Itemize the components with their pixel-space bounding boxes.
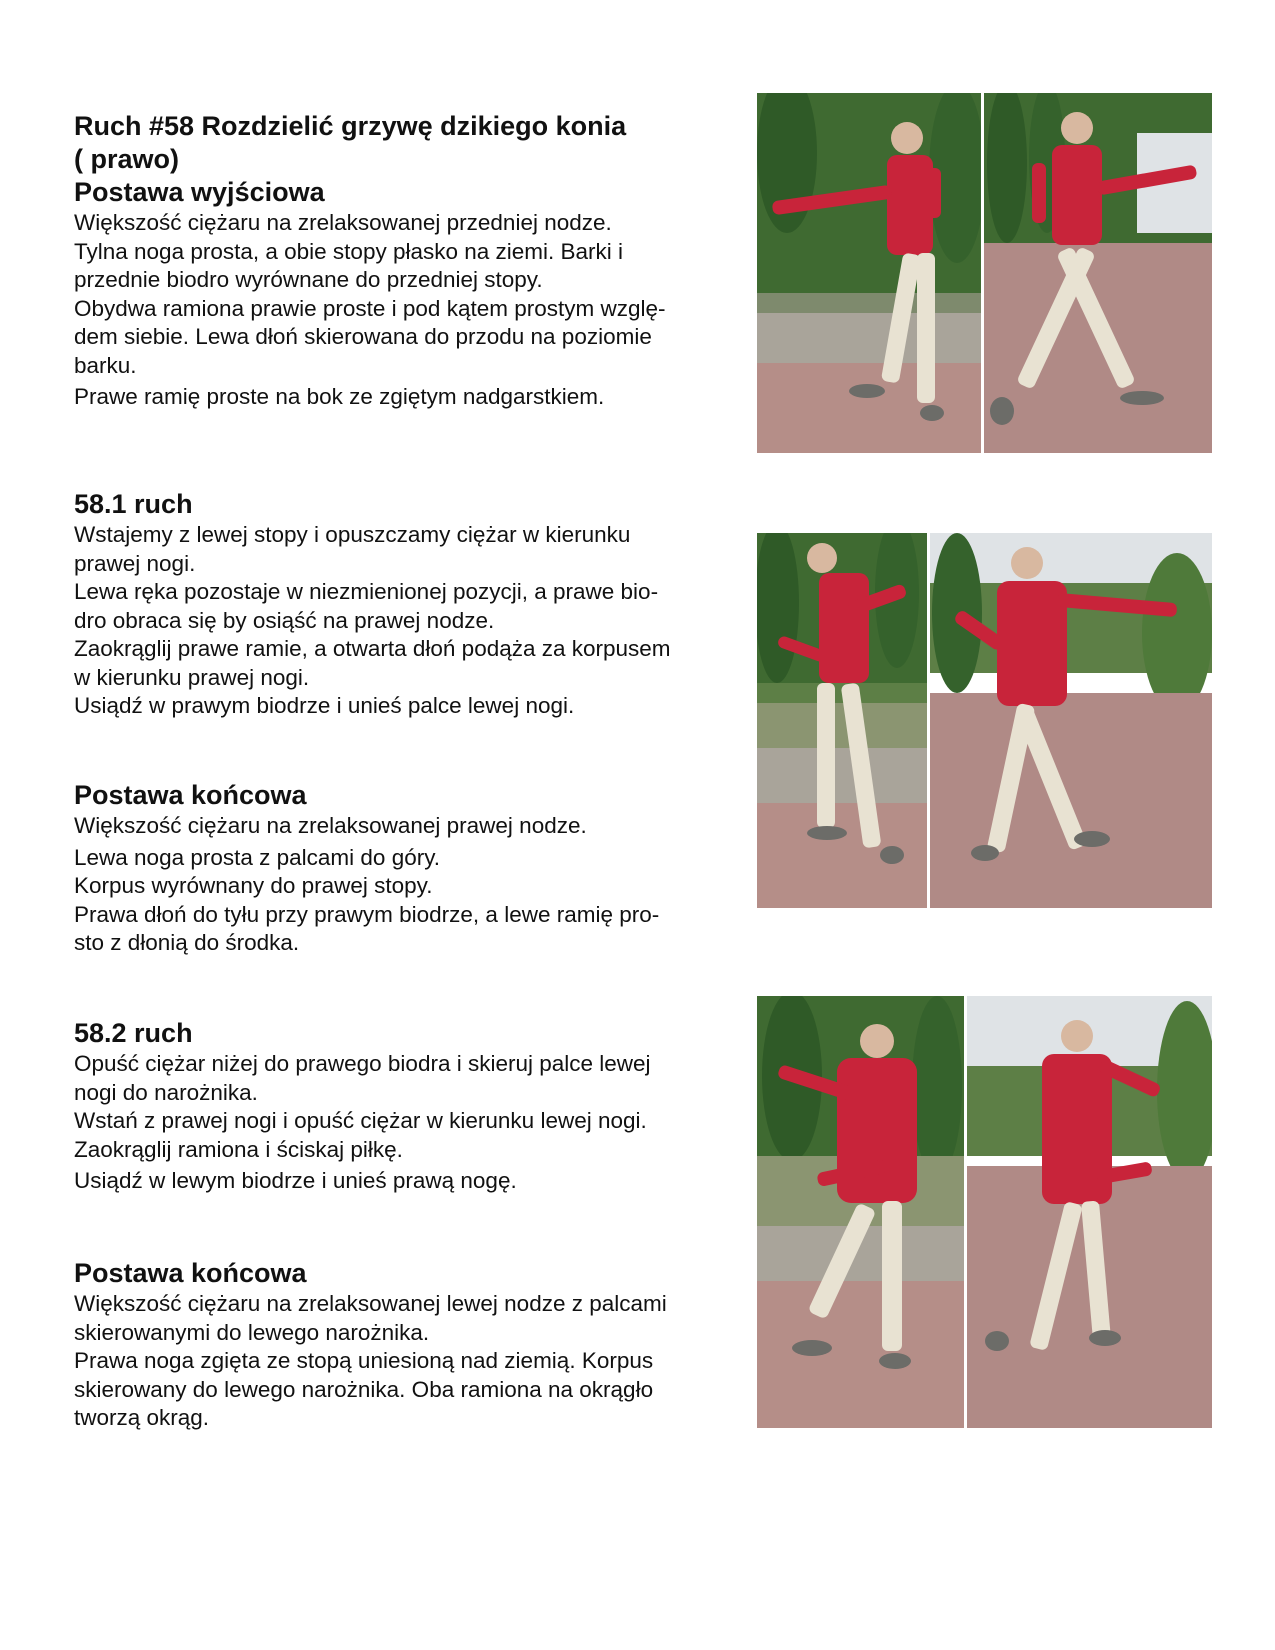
photo-move-58-2	[757, 996, 1212, 1428]
paragraph-line: nogi do narożnika.	[74, 1079, 258, 1105]
paragraph-line: Prawe ramię proste na bok ze zgiętym nadgarstkiem.	[74, 384, 605, 409]
paragraph-line: dem siebie. Lewa dłoń skierowana do przodu na poziomie	[74, 324, 652, 349]
paragraph-line: Wstajemy z lewej stopy i opuszczamy ciężar w kierunku	[74, 522, 631, 547]
paragraph-line: Usiądź w prawym biodrze i unieś palce lewej nogi.	[74, 693, 575, 718]
paragraph-line: Większość ciężaru na zrelaksowanej lewej nodze z palcami	[74, 1291, 667, 1316]
paragraph-line: Zaokrąglij prawe ramie, a otwarta dłoń podąża za korpusem	[74, 636, 671, 661]
paragraph-line: w kierunku prawej nogi.	[74, 664, 310, 690]
photo-starting-posture	[757, 93, 1212, 453]
paragraph-line: sto z dłonią do środka.	[74, 930, 300, 955]
paragraph-line: tworzą okrąg.	[74, 1405, 210, 1430]
paragraph-line: Prawa dłoń do tyłu przy prawym biodrze, a lewe ramię pro-	[74, 901, 660, 927]
page-title	[74, 110, 734, 176]
move-58-2-heading: 58.2 ruch	[74, 1018, 193, 1048]
page-title-line2: ( prawo)	[74, 144, 179, 174]
paragraph-line: Lewa ręka pozostaje w niezmienionej pozycji, a prawe bio-	[74, 579, 659, 604]
paragraph-line: skierowanymi do lewego narożnika.	[74, 1319, 430, 1345]
paragraph-line: barku.	[74, 352, 137, 378]
paragraph-line: prawej nogi.	[74, 550, 196, 576]
paragraph-line: skierowany do lewego narożnika. Oba ramiona na okrągło	[74, 1376, 654, 1402]
paragraph-line: Korpus wyrównany do prawej stopy.	[74, 873, 433, 898]
starting-posture-heading: Postawa wyjściowa	[74, 177, 325, 207]
photo-move-58-1	[757, 533, 1212, 908]
paragraph-line: Tylna noga prosta, a obie stopy płasko na ziemi. Barki i	[74, 238, 624, 264]
paragraph-line: Obydwa ramiona prawie proste i pod kątem prostym wzglę-	[74, 295, 666, 321]
final-posture-heading: Postawa końcowa	[74, 1258, 307, 1288]
paragraph-line: Większość ciężaru na zrelaksowanej prawej nodze.	[74, 813, 587, 838]
paragraph-line: dro obraca się by osiąść na prawej nodze.	[74, 607, 495, 633]
paragraph-line: przednie biodro wyrównane do przedniej stopy.	[74, 267, 543, 292]
move-58-1-heading: 58.1 ruch	[74, 489, 193, 519]
paragraph-line: Zaokrąglij ramiona i ściskaj piłkę.	[74, 1136, 403, 1162]
paragraph-line: Większość ciężaru na zrelaksowanej przedniej nodze.	[74, 210, 612, 235]
section-move-58-1	[74, 488, 734, 721]
page-title-line1: Ruch #58 Rozdzielić grzywę dzikiego konia	[74, 111, 627, 141]
section-final-posture-2	[74, 1257, 734, 1433]
paragraph-line: Lewa noga prosta z palcami do góry.	[74, 844, 441, 870]
section-final-posture-1	[74, 779, 734, 958]
final-posture-heading: Postawa końcowa	[74, 780, 307, 810]
section-starting-posture	[74, 110, 734, 412]
section-move-58-2	[74, 1017, 734, 1196]
paragraph-line: Usiądź w lewym biodrze i unieś prawą nogę.	[74, 1168, 517, 1193]
paragraph-line: Wstań z prawej nogi i opuść ciężar w kierunku lewej nogi.	[74, 1108, 647, 1133]
paragraph-line: Prawa noga zgięta ze stopą uniesioną nad ziemią. Korpus	[74, 1348, 654, 1373]
paragraph-line: Opuść ciężar niżej do prawego biodra i skieruj palce lewej	[74, 1051, 651, 1076]
